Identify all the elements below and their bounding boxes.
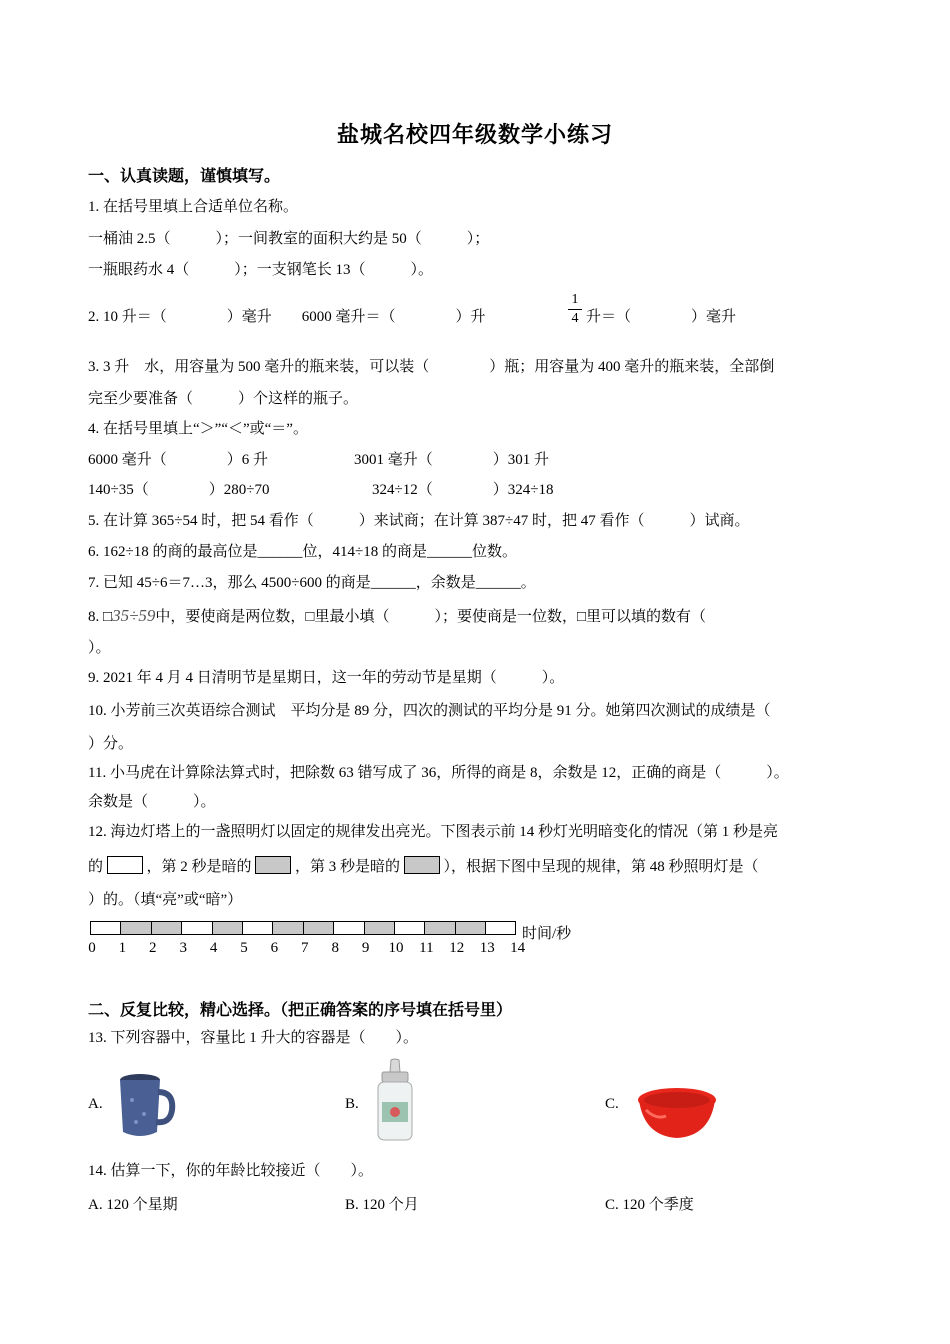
- mug-image: [114, 1070, 176, 1140]
- dark-box-legend-2: [404, 856, 440, 874]
- timeline-cell-5: [212, 921, 242, 935]
- timeline-cell-3: [151, 921, 181, 935]
- section-1-heading: 一、认真读题，谨慎填写。: [88, 168, 281, 185]
- question-11-line-b: 余数是（ ）。: [88, 794, 216, 810]
- question-13: 13. 下列容器中，容量比 1 升大的容器是（ ）。: [88, 1030, 419, 1046]
- timeline-tick-7: 7: [301, 940, 309, 956]
- q14-option-a: A. 120 个星期: [88, 1197, 178, 1213]
- timeline-cell-6: [242, 921, 272, 935]
- question-4: 4. 在括号里填上“＞”“＜”或“＝”。: [88, 421, 308, 437]
- red-basin-image: [636, 1086, 718, 1142]
- question-7: 7. 已知 45÷6＝7…3，那么 4500÷600 的商是______，余数是______。: [88, 575, 536, 591]
- q14-option-c: C. 120 个季度: [605, 1197, 694, 1213]
- timeline-cell-10: [364, 921, 394, 935]
- timeline-tick-2: 2: [149, 940, 157, 956]
- q12-text-3: ，第 3 秒是暗的: [295, 859, 401, 875]
- question-9: 9. 2021 年 4 月 4 日清明节是星期日，这一年的劳动节是星期（ ）。: [88, 670, 565, 686]
- timeline-tick-4: 4: [209, 940, 218, 956]
- timeline-tick-14: 14: [510, 940, 526, 956]
- question-3-line-b: 完至少要准备（ ）个这样的瓶子。: [88, 391, 359, 407]
- timeline-tick-1: 1: [118, 940, 127, 956]
- fraction-numerator: 1: [571, 292, 579, 307]
- fraction-one-quarter: [568, 292, 582, 327]
- timeline-tick-6: 6: [270, 940, 279, 956]
- q13-option-c-label: C.: [605, 1096, 619, 1112]
- timeline-unit: 时间/秒: [522, 926, 572, 942]
- question-6: 6. 162÷18 的商的最高位是______位，414÷18 的商是______位数。: [88, 544, 517, 560]
- question-5: 5. 在计算 365÷54 时，把 54 看作（ ）来试商；在计算 387÷47 时，把 47 看作（ ）试商。: [88, 513, 750, 529]
- section-2-heading: 二、反复比较，精心选择。（把正确答案的序号填在括号里）: [88, 1002, 513, 1019]
- question-1-line-a: 一桶油 2.5（ ）；一间教室的面积大约是 50（ ）；: [88, 231, 490, 247]
- timeline-cell-14: [485, 921, 516, 935]
- timeline-cell-9: [333, 921, 363, 935]
- timeline-tick-9: 9: [361, 940, 370, 956]
- q12-text-2: ，第 2 秒是暗的: [146, 859, 252, 875]
- timeline-cell-8: [303, 921, 333, 935]
- q14-option-b: B. 120 个月: [345, 1197, 419, 1213]
- timeline-tick-3: 3: [179, 940, 187, 956]
- question-12-line-a: 12. 海边灯塔上的一盏照明灯以固定的规律发出亮光。下图表示前 14 秒灯光明暗变化的情况（第 1 秒是亮: [88, 824, 779, 840]
- timeline-cell-1: [90, 921, 120, 935]
- q12-text-1: 的: [88, 859, 104, 875]
- question-8-expression: 35÷59: [112, 606, 156, 625]
- question-8-text: 中，要使商是两位数，□里最小填（ ）；要使商是一位数，□里可以填的数有（: [155, 609, 707, 625]
- question-8-line-a: [88, 606, 706, 627]
- timeline-tick-5: 5: [240, 940, 248, 956]
- question-4-item-2: 3001 毫升（ ）301 升: [354, 452, 550, 468]
- timeline-tick-13: 13: [479, 940, 495, 956]
- timeline-tick-12: 12: [449, 940, 465, 956]
- dark-box-legend-1: [255, 856, 291, 874]
- timeline-cell-2: [120, 921, 150, 935]
- timeline-cell-13: [455, 921, 485, 935]
- q13-option-a-label: A.: [88, 1096, 103, 1112]
- q13-option-b-label: B.: [345, 1096, 359, 1112]
- timeline-cell-4: [181, 921, 211, 935]
- timeline-cell-11: [394, 921, 424, 935]
- timeline-tick-10: 10: [388, 940, 404, 956]
- question-12-line-c: ）的。（填“亮”或“暗”）: [88, 892, 243, 908]
- timeline-cell-7: [272, 921, 302, 935]
- question-2-tail: 升＝（ ）毫升: [586, 309, 737, 325]
- question-10-line-a: 10. 小芳前三次英语综合测试 平均分是 89 分，四次的测试的平均分是 91 分。她第四次测试的成绩是（: [88, 703, 771, 719]
- question-4-item-4: 324÷12（ ）324÷18: [372, 482, 554, 498]
- fraction-denominator: 4: [571, 311, 579, 326]
- question-1-line-b: 一瓶眼药水 4（ ）；一支钢笔长 13（ ）。: [88, 262, 434, 278]
- question-3-line-a: 3. 3 升 水，用容量为 500 毫升的瓶来装，可以装（ ）瓶；用容量为 400 毫升的瓶来装，全部倒: [88, 359, 775, 375]
- question-4-item-1: 6000 毫升（ ）6 升: [88, 452, 269, 468]
- question-14: 14. 估算一下，你的年龄比较接近（ ）。: [88, 1163, 374, 1179]
- question-2: 2. 10 升＝（ ）毫升 6000 毫升＝（ ）升: [88, 309, 486, 325]
- question-11-line-a: 11. 小马虎在计算除法算式时，把除数 63 错写成了 36，所得的商是 8，余数是 12，正确的商是（ ）。: [88, 765, 789, 781]
- question-8-prefix: 8. □: [88, 609, 113, 625]
- baby-bottle-image: [372, 1058, 418, 1144]
- timeline-tick-0: 0: [88, 940, 96, 956]
- question-12-line-b: [88, 856, 759, 877]
- light-box-legend: [107, 856, 143, 874]
- timeline-tick-11: 11: [419, 940, 434, 956]
- light-timeline: [90, 921, 516, 935]
- timeline-cell-12: [424, 921, 454, 935]
- timeline-tick-8: 8: [331, 940, 339, 956]
- question-1: 1. 在括号里填上合适单位名称。: [88, 199, 299, 215]
- question-4-item-3: 140÷35（ ）280÷70: [88, 482, 270, 498]
- page-title: 盐城名校四年级数学小练习: [336, 122, 613, 147]
- q12-text-4: ），根据下图中呈现的规律，第 48 秒照明灯是（: [443, 859, 759, 875]
- question-8-line-b: ）。: [88, 640, 111, 656]
- question-10-line-b: ）分。: [88, 736, 134, 752]
